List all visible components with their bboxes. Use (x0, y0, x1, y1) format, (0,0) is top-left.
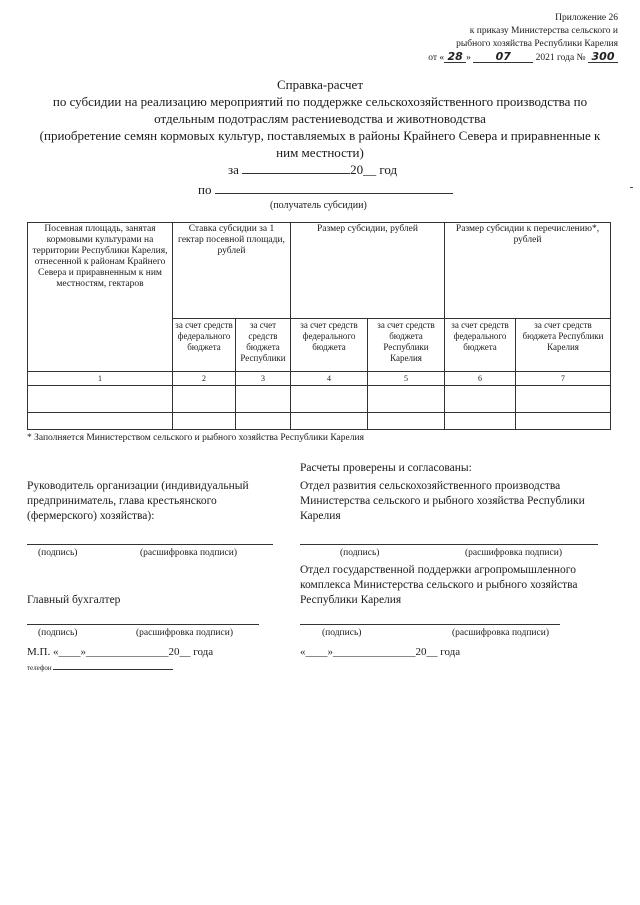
recipient-caption: (получатель субсидии) (270, 200, 367, 211)
head-of-organization: Руководитель организации (индивидуальный предприниматель, глава крестьянского (фермерского) хозяйства): (27, 480, 249, 522)
phone-line (27, 662, 173, 672)
table-header-row (28, 223, 611, 319)
signature-caption: (подпись) (340, 548, 380, 558)
col-number: 5 (368, 372, 445, 386)
handwritten-month: 07 (495, 50, 511, 63)
phone-blank (53, 662, 173, 670)
signature-line (27, 544, 273, 545)
period-line (228, 162, 397, 178)
period-blank (242, 162, 350, 174)
col-number: 6 (445, 372, 516, 386)
appendix-title: Приложение 26 (555, 13, 618, 23)
header-rate: Ставка субсидии за 1 гектар посевной площади, рублей (173, 223, 291, 319)
header-area: Посевная площадь, занятая кормовыми культурами на территории Республики Карелия, отнесенной к районам Крайнего Севера и приравненным к ним местностям, гектаров (28, 223, 173, 372)
document-title: Справка-расчет (276, 77, 364, 92)
signature-line (300, 624, 560, 625)
chief-accountant: Главный бухгалтер (27, 594, 121, 606)
signature-caption: (подпись) (38, 548, 78, 558)
handwritten-number: 300 (591, 50, 615, 63)
recipient-prefix: по (198, 182, 212, 197)
recipient-line (198, 182, 453, 198)
table-row (28, 386, 611, 413)
col-number: 4 (291, 372, 368, 386)
table-row (28, 413, 611, 430)
sub-republic: за счет средств бюджета Республики (236, 319, 291, 372)
decode-caption: (расшифровка подписи) (136, 628, 233, 638)
signature-line (27, 624, 259, 625)
period-prefix: за (228, 162, 239, 177)
date-mid: » (466, 53, 471, 63)
dept-support: Отдел государственной поддержки агропромышленного комплекса Министерства сельского и рыбного хозяйства Республики Карелия (300, 564, 578, 606)
column-number-row (28, 372, 611, 386)
header-transfer: Размер субсидии к перечислению*, рублей (445, 223, 611, 319)
handwritten-day: 28 (447, 50, 463, 63)
right-date-line: «____»_______________20__ года (300, 646, 461, 658)
phone-label: телефон (27, 664, 52, 672)
col-number: 1 (28, 372, 173, 386)
decode-caption: (расшифровка подписи) (140, 548, 237, 558)
number-sign: № (576, 53, 586, 63)
title-line-4: ним местности) (276, 145, 364, 160)
title-line-3: (приобретение семян кормовых культур, поставляемых в районы Крайнего Севера и приравненные к (39, 128, 601, 143)
sub-republic-b: за счет средств бюджета Республики Карелия (368, 319, 445, 372)
sub-federal: за счет средств федерального бюджета (173, 319, 236, 372)
decode-caption: (расшифровка подписи) (465, 548, 562, 558)
sub-federal-b: за счет средств федерального бюджета (291, 319, 368, 372)
decode-caption: (расшифровка подписи) (452, 628, 549, 638)
appendix-ministry-line: рыбного хозяйства Республики Карелия (456, 39, 618, 49)
title-line-2: отдельным подотраслям растениеводства и животноводства (154, 111, 486, 126)
col-number: 7 (516, 372, 611, 386)
dept-development: Отдел развития сельскохозяйственного производства Министерства сельского и рыбного хозяйства Республики Карелия (300, 480, 585, 522)
signature-caption: (подпись) (322, 628, 362, 638)
appendix-date-line (428, 51, 618, 64)
sub-republic-c: за счет средств бюджета Республики Карелия (516, 319, 611, 372)
footnote: * Заполняется Министерством сельского и рыбного хозяйства Республики Карелия (27, 433, 364, 443)
recipient-blank (215, 182, 453, 194)
sub-federal-c: за счет средств федерального бюджета (445, 319, 516, 372)
subsidy-table (27, 222, 611, 430)
signature-caption: (подпись) (38, 628, 78, 638)
col-number: 2 (173, 372, 236, 386)
date-prefix: от « (428, 53, 445, 63)
appendix-order-line: к приказу Министерства сельского и (469, 26, 618, 36)
checked-heading: Расчеты проверены и согласованы: (300, 462, 472, 474)
title-line-1: по субсидии на реализацию мероприятий по поддержке сельскохозяйственного производства по (52, 94, 588, 109)
signature-line (300, 544, 598, 545)
scan-mark (630, 187, 633, 188)
col-number: 3 (236, 372, 291, 386)
header-subsidy: Размер субсидии, рублей (291, 223, 445, 319)
period-suffix: 20__ год (350, 162, 398, 177)
seal-date-line: М.П. «____»_______________20__ года (27, 646, 214, 658)
date-year: 2021 года (535, 53, 575, 63)
